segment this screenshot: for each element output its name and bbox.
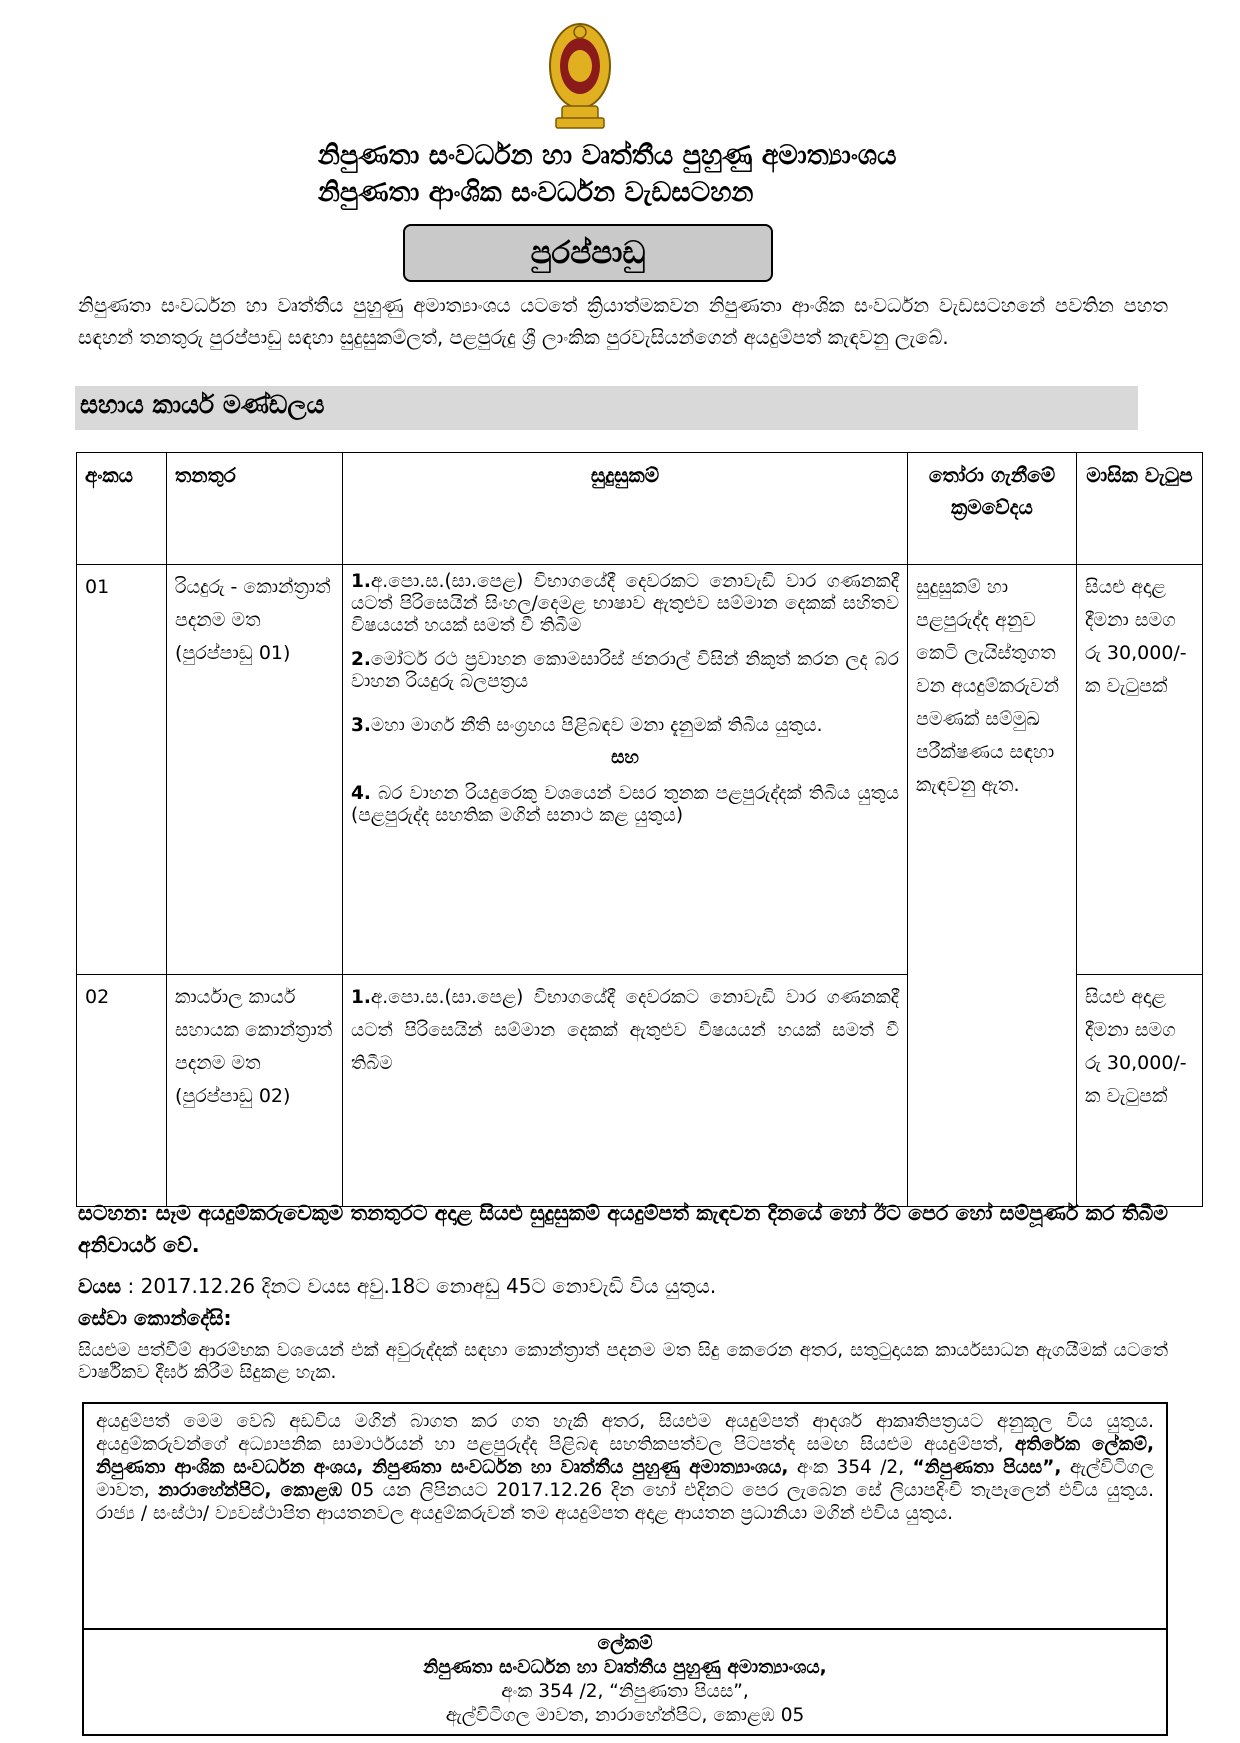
sri-lanka-emblem	[548, 18, 612, 130]
row-salary: සියළු අදාළ දීමනා සමග රු 30,000/-ක වැටුපක්	[1077, 975, 1203, 1207]
row-qualifications	[343, 975, 908, 1207]
apply-bold: නාරාහේන්පිට, කොළඹ	[158, 1480, 343, 1501]
qual-text: අ.පො.ස.(සා.පෙළ) විභාගයේදී දෙවරකට නොවැඩි වාර ගණනකදී යටත් පිරිසෙයින් සිංහල/දෙමළ භාෂාව ඇතුළුව සම්මාන දෙකක් සහිතව විෂයයන් හයක් සමත් වී තිබීම	[351, 571, 899, 636]
vacancy-table	[76, 452, 1203, 1207]
row-salary: සියළු අදාළ දීමනා සමග රු 30,000/-ක වැටුපක්	[1077, 565, 1203, 975]
col-header-no: අංකය	[77, 453, 167, 565]
vacancies-heading: පුරප්පාඩු	[403, 224, 773, 282]
age-text: : 2017.12.26 දිනට වයස අවු.18ට නොඅඩු 45ට නොවැඩි විය යුතුය.	[121, 1274, 717, 1298]
qual-text: මෝටර් රථ ප්‍රවාහන කොමසාරිස් ජනරාල් විසින් නිකුත් කරන ලද බර වාහන රියදුරු බලපත්‍රය	[351, 649, 899, 692]
apply-text: 05 යන ලිපිනයට 2017.12.26 දින හෝ එදිනට පෙර ලැබෙන සේ ලියාපදිංචි තැපෑලෙන් එවිය යුතුය. රාජ්‍ය / සංස්ථා/ ව්‍යවස්ථාපිත ආයතනවල අයදුම්කරුවන් තම අයදුම්පත අදාළ ආයතන ප්‍රධානියා මගින් එවිය යුතුය.	[96, 1480, 1154, 1524]
row-no: 02	[77, 975, 167, 1207]
qual-number: 1.	[351, 571, 371, 592]
qual-text: අ.පො.ස.(සා.පෙළ) විභාගයේදී දෙවරකට නොවැඩි වාර ගණනකදී යටත් පිරිසෙයින් සම්මාන දෙකක් ඇතුළුව විෂයයන් හයක් සමත් වී තිබීම	[351, 987, 899, 1074]
address-line-1: අංක 354 /2, “නිපුණතා පියස”,	[501, 1681, 749, 1702]
row-position: රියදුරු - කොන්ත්‍රාත් පදනම මත (පුරප්පාඩු 01)	[167, 565, 343, 975]
qual-number: 1.	[351, 987, 371, 1008]
service-conditions-title: සේවා කොන්දේසි:	[78, 1306, 232, 1330]
application-instructions	[82, 1402, 1168, 1630]
row-qualifications	[343, 565, 908, 975]
table-row	[77, 565, 1203, 975]
apply-text: අයදුම්පත් මෙම වෙබ් අඩවිය මගින් බාගත කර ගත හැකි අතර, සියළුම අයදුම්පත් ආදර්ශ ආකෘතිපත්‍රයට අනුකූල විය යුතුය. අයදුම්කරුවන්ගේ අධ්‍යාපනික සාමාර්ථයන් හා පළපුරුද්ද පිළිබඳ සහතිකපත්වල පිටපත්ද සමඟ සියළුම අයදුම්පත්,	[96, 1411, 1154, 1455]
apply-text: ඇල්විටිගල මාවත,	[96, 1457, 1154, 1501]
address-ministry: නිපුණතා සංවර්ධන හා වෘත්තීය පුහුණු අමාත්‍යාංශය,	[423, 1657, 827, 1678]
qual-number: 4.	[351, 783, 371, 804]
note: සටහන: සෑම අයදුම්කරුවෙකුම තනතුරට අදාළ සියළු සුදුසුකම් අයදුම්පත් කැඳවන දිනයේ හෝ ඊට පෙර හෝ සම්පූර්ණ කර තිබීම අනිවාර්ය වේ.	[78, 1201, 1168, 1257]
age-requirement	[78, 1270, 1168, 1302]
section-title: සහාය කාර්ය මණ්ඩලය	[80, 390, 325, 419]
qual-text: බර වාහන රියදුරෙකු වශයෙන් වසර තුනක පළපුරුද්දක් තිබිය යුතුය (පළපුරුද්ද සහතික මගින් සනාථ කළ යුතුය)	[351, 783, 899, 826]
qual-number: 2.	[351, 649, 371, 670]
qual-number: 3.	[351, 715, 371, 736]
apply-bold: අතිරේක ලේකම්, නිපුණතා ආංශික සංවර්ධන අංශය, නිපුණතා සංවර්ධන හා වෘත්තීය පුහුණු අමාත්‍යාංශය,	[96, 1434, 1154, 1478]
table-header-row	[77, 453, 1203, 565]
apply-bold: “නිපුණතා පියස”,	[912, 1457, 1062, 1478]
row-no: 01	[77, 565, 167, 975]
col-header-selection: තෝරා ගැනීමේ ක්‍රමවේදය	[908, 453, 1077, 565]
address-block	[82, 1630, 1168, 1736]
col-header-qualifications: සුදුසුකම්	[343, 453, 908, 565]
qual-text: මහා මාර්ග නීති සංග්‍රහය පිළිබඳව මනා දැනුමක් තිබිය යුතුය.	[370, 715, 823, 736]
col-header-salary: මාසික වැටුප	[1077, 453, 1203, 565]
address-line-2: ඇල්විටිගල මාවත, නාරාහේන්පිට, කොළඹ 05	[445, 1705, 805, 1726]
ministry-title: නිපුණතා සංවර්ධන හා වෘත්තීය පුහුණු අමාත්‍යාංශය	[318, 140, 897, 171]
program-title: නිපුණතා ආංශික සංවර්ධන වැඩසටහන	[318, 177, 754, 208]
col-header-position: තනතුර	[167, 453, 343, 565]
intro-paragraph: නිපුණතා සංවර්ධන හා වෘත්තීය පුහුණු අමාත්‍යාංශය යටතේ ක්‍රියාත්මකවන නිපුණතා ආංශික සංවර්ධන වැඩසටහනේ පවතින පහත සඳහන් තනතුරු පුරප්පාඩු සඳහා සුදුසුකම්ලත්, පළපුරුදු ශ්‍රී ලාංකික පුරවැසියන්ගෙන් අයදුම්පත් කැඳවනු ලැබේ.	[78, 294, 1168, 349]
address-title: ලේකම්	[597, 1633, 653, 1654]
apply-text: අංක 354 /2,	[788, 1457, 913, 1478]
selection-method: සුදුසුකම් හා පළපුරුද්ද අනුව කෙටි ලැයිස්තුගත වන අයදුම්කරුවන් පමණක් සම්මුඛ පරීක්ෂණය සඳහා කැඳවනු ඇත.	[908, 565, 1077, 1207]
row-position: කාර්යාල කාර්ය සහායක කොන්ත්‍රාත් පදනම මත (පුරප්පාඩු 02)	[167, 975, 343, 1207]
service-conditions-text: සියළුම පත්වීම් ආරම්භක වශයෙන් එක් අවුරුද්දක් සඳහා කොන්ත්‍රාත් පදනම මත සිදු කෙරෙන අතර, සතුටුදායක කාර්යසාධන ඇගයීමක් යටතේ වාර්ෂිකව දීර්ඝ කිරීම සිදුකළ හැක.	[78, 1340, 1168, 1383]
and-word: සහ	[611, 747, 639, 768]
age-label: වයස	[78, 1274, 122, 1298]
